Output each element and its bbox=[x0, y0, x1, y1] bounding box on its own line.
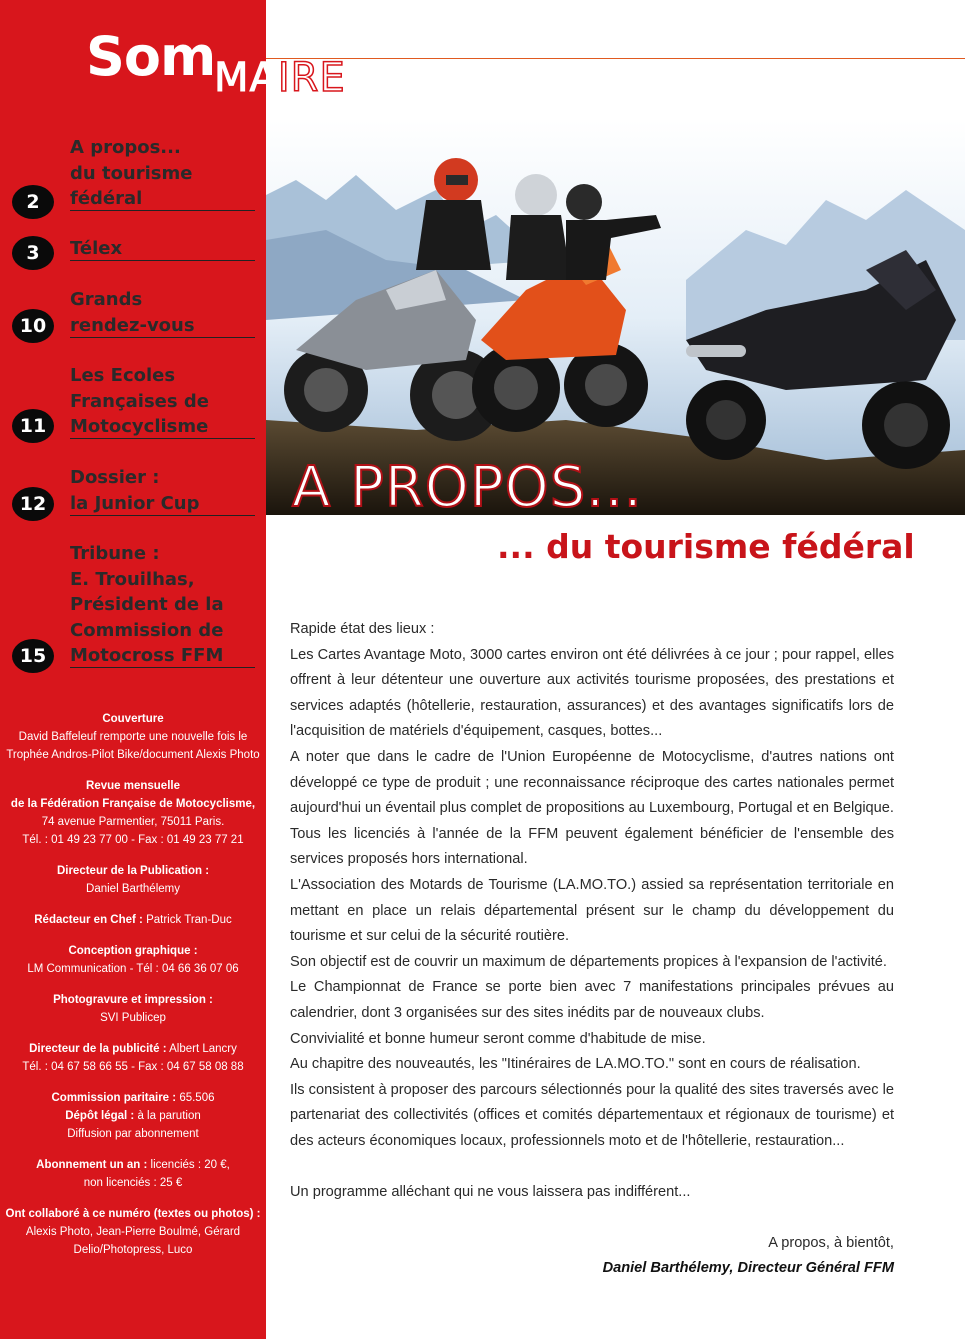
article-body bbox=[290, 617, 894, 1206]
article-paragraph: Tous les licenciés à l'année de la FFM peuvent également bénéficier de l'ensemble des services proposés hors international. bbox=[290, 825, 894, 868]
credit-heading: Commission paritaire : bbox=[51, 1092, 177, 1104]
credit-text: à la parution bbox=[137, 1110, 201, 1122]
credit-heading: de la Fédération Française de Motocyclisme, bbox=[10, 798, 256, 810]
page-number-badge: 15 bbox=[12, 639, 54, 673]
toc-rule bbox=[70, 438, 255, 439]
credit-heading: Dépôt légal : bbox=[65, 1110, 135, 1122]
credit-text: Tél. : 04 67 58 66 55 - Fax : 04 67 58 08 88 bbox=[22, 1061, 244, 1073]
page-number-badge: 12 bbox=[12, 487, 54, 521]
credit-heading: Ont collaboré à ce numéro (textes ou photos) : bbox=[5, 1208, 261, 1220]
headline-sub: ... du tourisme fédéral bbox=[497, 527, 915, 566]
credit-heading: Revue mensuelle bbox=[86, 780, 180, 792]
article-paragraph: Au chapitre des nouveautés, les "Itinéraires de LA.MO.TO." sont en cours de réalisation. bbox=[290, 1056, 861, 1073]
credit-heading: Directeur de la publicité : bbox=[29, 1043, 167, 1055]
article-paragraph: Les Cartes Avantage Moto, 3000 cartes environ ont été délivrées à ce jour ; pour rappel, elles offrent à leur détenteur une ouverture aux activités tourisme proposées, des prestations et services adaptés (hôtellerie, restauration, assurances) et des avantages significatifs lors de l'acquisition de matériels d'équipement, casques, bottes... bbox=[290, 646, 894, 740]
credit-heading: Couverture bbox=[102, 713, 164, 725]
article-paragraph: Convivialité et bonne humeur seront comme d'habitude de mise. bbox=[290, 1030, 706, 1047]
credit-text: LM Communication - Tél : 04 66 36 07 06 bbox=[27, 963, 239, 975]
toc-label: Grands rendez-vous bbox=[70, 289, 195, 336]
credit-text: SVI Publicep bbox=[100, 1012, 166, 1024]
credit-text: non licenciés : 25 € bbox=[83, 1177, 183, 1189]
credit-text: Daniel Barthélemy bbox=[86, 883, 180, 895]
toc-item-15[interactable] bbox=[0, 541, 266, 671]
credit-heading: Photogravure et impression : bbox=[53, 994, 213, 1006]
credit-heading: Conception graphique : bbox=[68, 945, 198, 957]
toc-label: Tribune : E. Trouilhas, Président de la Commission de Motocross FFM bbox=[70, 543, 224, 666]
credit-text: Trophée Andros-Pilot Bike/document Alexis Photo bbox=[6, 749, 260, 761]
sidebar-red-panel bbox=[0, 0, 266, 1339]
toc-label: A propos... du tourisme fédéral bbox=[70, 137, 193, 209]
title-sommaire-part1: Som bbox=[86, 25, 216, 88]
toc-rule bbox=[70, 667, 255, 668]
credit-text: Patrick Tran-Duc bbox=[146, 914, 232, 926]
toc-label: Les Ecoles Françaises de Motocyclisme bbox=[70, 365, 209, 437]
toc-rule bbox=[70, 260, 255, 261]
page-number-badge: 11 bbox=[12, 409, 54, 443]
header-rule bbox=[266, 58, 965, 59]
page-number-badge: 3 bbox=[12, 236, 54, 270]
credit-heading: Rédacteur en Chef : bbox=[34, 914, 143, 926]
article-paragraph: A noter que dans le cadre de l'Union Européenne de Motocyclisme, d'autres nations ont développé ce type de produit ; une reconnaissance réciproque des cartes nationales permet aujourd'hui un éventail plus complet de propositions au Luxembourg, Portugal et en Belgique. bbox=[290, 748, 894, 817]
toc-item-3[interactable] bbox=[0, 236, 266, 266]
toc-item-10[interactable] bbox=[0, 287, 266, 342]
toc-label: Télex bbox=[70, 238, 123, 259]
title-sommaire-part2: MAIRE bbox=[214, 55, 346, 101]
toc-item-12[interactable] bbox=[0, 465, 266, 520]
article-signoff: A propos, à bientôt, bbox=[768, 1235, 894, 1251]
credit-text: 65.506 bbox=[179, 1092, 215, 1104]
toc-item-2[interactable] bbox=[0, 135, 266, 215]
credit-text: Albert Lancry bbox=[169, 1043, 237, 1055]
article-paragraph: L'Association des Motards de Tourisme (LA.MO.TO.) assied sa représentation territoriale en mettant en place un relais départemental présent sur le champ du développement du tourisme et sur celui de la sécurité routière. bbox=[290, 876, 894, 945]
article-paragraph: Rapide état des lieux : bbox=[290, 621, 435, 637]
article-paragraph: Le Championnat de France se porte bien avec 7 manifestations principales prévues au calendrier, dont 3 organisées sur des sites inédits par de nouveaux clubs. bbox=[290, 979, 894, 1021]
credit-text: Alexis Photo, Jean-Pierre Boulmé, Gérard bbox=[25, 1226, 241, 1238]
toc-rule bbox=[70, 210, 255, 211]
toc-rule bbox=[70, 515, 255, 516]
headline-main: A PROPOS... bbox=[292, 455, 643, 520]
credit-text: Tél. : 01 49 23 77 00 - Fax : 01 49 23 77 21 bbox=[22, 834, 244, 846]
masthead-credits bbox=[0, 710, 266, 1272]
credit-heading: Directeur de la Publication : bbox=[56, 865, 210, 877]
article-paragraph: Son objectif est de couvrir un maximum de départements propices à l'expansion de l'activité. bbox=[290, 953, 887, 970]
toc-item-11[interactable] bbox=[0, 363, 266, 443]
credit-text: licenciés : 20 €, bbox=[150, 1159, 230, 1171]
article-closing: Un programme alléchant qui ne vous laissera pas indifférent... bbox=[290, 1184, 691, 1201]
toc-rule bbox=[70, 337, 255, 338]
page-number-badge: 2 bbox=[12, 185, 54, 219]
credit-text: Delio/Photopress, Luco bbox=[73, 1244, 193, 1256]
credit-text: 74 avenue Parmentier, 75011 Paris. bbox=[41, 816, 225, 828]
article-paragraph: Ils consistent à proposer des parcours sélectionnés pour la qualité des sites traversés avec le partenariat des collectivités (offices et comités départementaux et régionaux de tourisme) et des acteurs économiques locaux, professionnels moto et de l'hôtellerie, restauration... bbox=[290, 1081, 894, 1149]
credit-heading: Abonnement un an : bbox=[36, 1159, 148, 1171]
page-number-badge: 10 bbox=[12, 309, 54, 343]
article-signature: Daniel Barthélemy, Directeur Général FFM bbox=[602, 1260, 894, 1276]
credit-text: Diffusion par abonnement bbox=[67, 1128, 199, 1140]
credit-text: David Baffeleuf remporte une nouvelle fois le bbox=[18, 731, 248, 743]
toc-label: Dossier : la Junior Cup bbox=[70, 467, 200, 514]
